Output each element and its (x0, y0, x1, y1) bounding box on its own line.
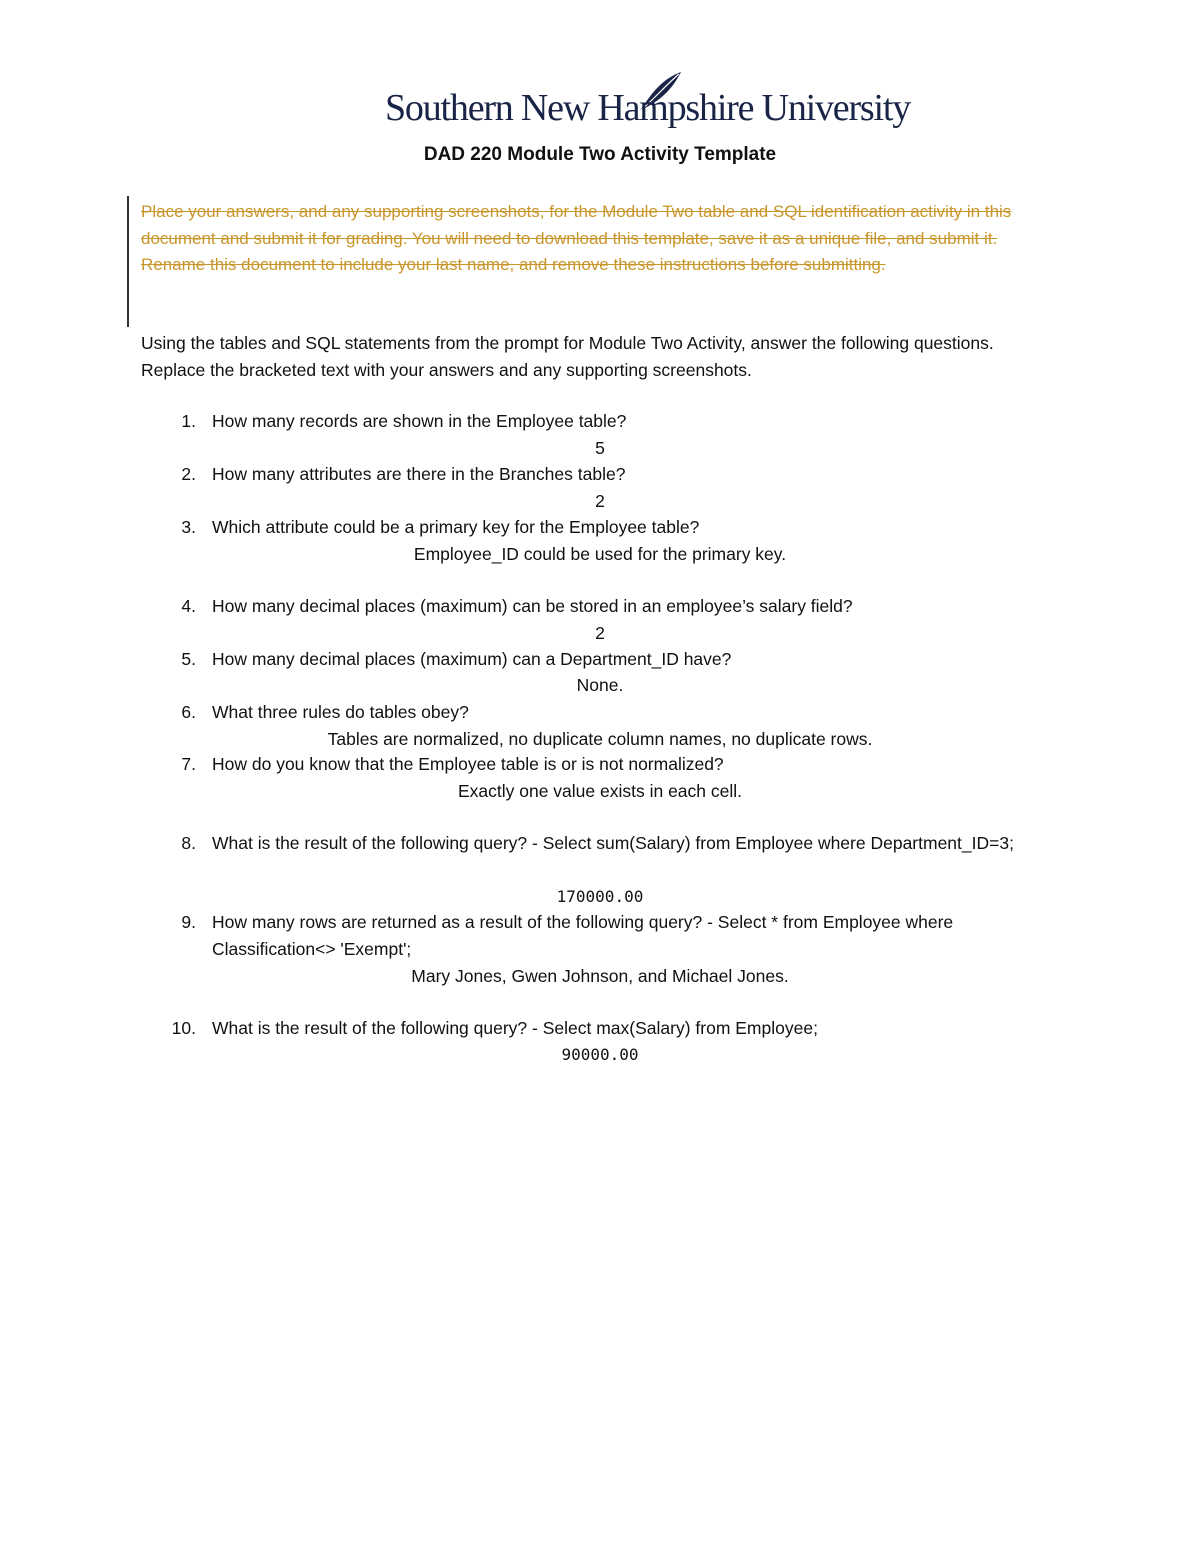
question-text: How many attributes are there in the Branches table? (212, 464, 626, 484)
question-number: 7. (181, 754, 196, 774)
question-text: What is the result of the following query? - Select max(Salary) from Employee; (212, 1018, 818, 1038)
answer-10: 90000.00 (561, 1045, 639, 1064)
question-number: 3. (181, 517, 196, 537)
answer-2: 2 (595, 491, 605, 511)
intro-paragraph: Using the tables and SQL statements from the prompt for Module Two Activity, answer the following questions. Replace the bracketed text with your answers and any supporting screenshots. (141, 333, 994, 380)
page-title: DAD 220 Module Two Activity Template (423, 144, 777, 165)
question-text: What three rules do tables obey? (212, 702, 469, 722)
question-number: 4. (181, 596, 196, 616)
answer-1: 5 (595, 438, 605, 458)
revision-bar (127, 196, 129, 327)
question-number: 9. (181, 912, 196, 932)
answer-6: Tables are normalized, no duplicate column names, no duplicate rows. (327, 729, 873, 749)
question-text: How many decimal places (maximum) can a Department_ID have? (212, 649, 732, 669)
answer-4: 2 (595, 623, 605, 643)
answer-3: Employee_ID could be used for the primary key. (413, 544, 787, 564)
question-text: How many records are shown in the Employee table? (212, 411, 627, 431)
answer-7: Exactly one value exists in each cell. (457, 781, 743, 801)
question-number: 2. (181, 464, 196, 484)
answer-8: 170000.00 (556, 887, 644, 906)
question-text: How do you know that the Employee table is or is not normalized? (212, 754, 724, 774)
university-name: Southern New Hampshire University (385, 87, 911, 129)
answer-5: None. (576, 675, 624, 695)
question-text: What is the result of the following query? - Select sum(Salary) from Employee where Department_ID=3; (212, 833, 1014, 853)
question-number: 10. (171, 1018, 196, 1038)
question-number: 6. (181, 702, 196, 722)
instructions-text: Place your answers, and any supporting screenshots, for the Module Two table and SQL identification activity in this document and submit it for grading. You will need to download this template, save it as a unique file, and submit it. Rename this document to include your last name, and remove these instructions before submitting. (141, 202, 1012, 274)
question-number: 1. (181, 411, 196, 431)
answer-9: Mary Jones, Gwen Johnson, and Michael Jones. (411, 966, 789, 986)
question-text: How many decimal places (maximum) can be stored in an employee’s salary field? (212, 596, 853, 616)
university-logo (385, 68, 911, 134)
question-text: How many rows are returned as a result of the following query? - Select * from Employee where Classification<> 'Exempt'; (212, 912, 954, 959)
question-text: Which attribute could be a primary key for the Employee table? (212, 517, 700, 537)
question-number: 5. (181, 649, 196, 669)
question-number: 8. (181, 833, 196, 853)
